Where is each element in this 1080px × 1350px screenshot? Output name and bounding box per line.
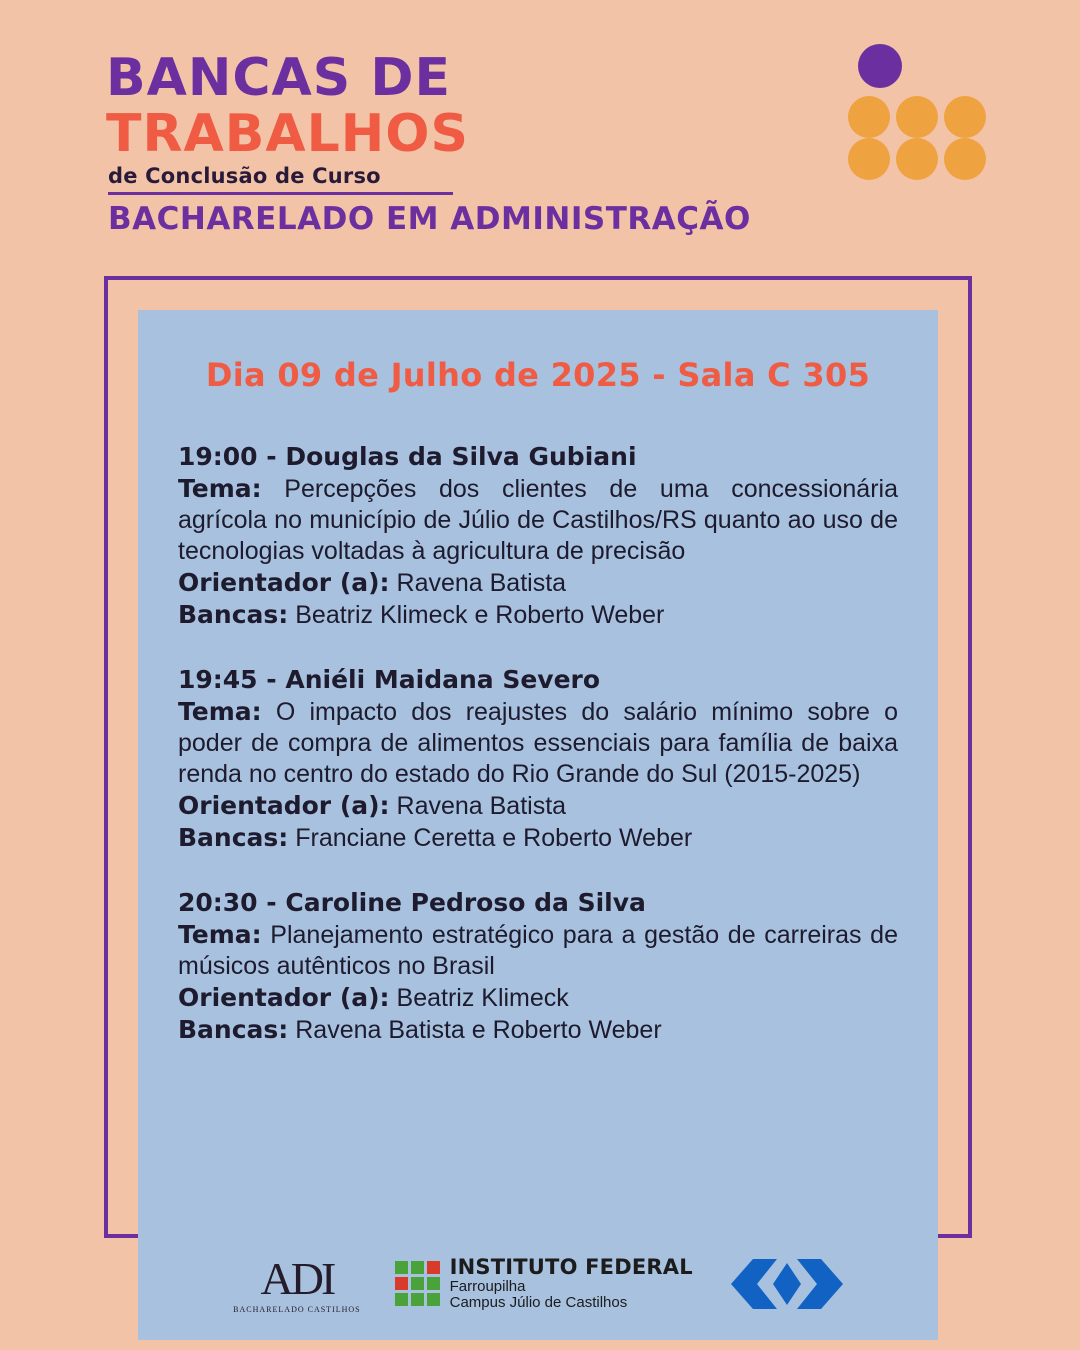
session-orientador [178,982,898,1014]
header [106,50,886,237]
adi-logo-mark: ADI [260,1252,334,1304]
dot-orange-2 [896,96,938,138]
bancas-value: Franciane Ceretta e Roberto Weber [295,824,693,852]
dot-orange-6 [944,138,986,180]
dot-orange-5 [896,138,938,180]
course-title: BACHARELADO EM ADMINISTRAÇÃO [108,201,751,237]
tema-value: Percepções dos clientes de uma concessionária agrícola no município de Júlio de Castilhos/RS quanto ao uso de tecnologias voltadas à agricultura de precisão [178,475,898,565]
bancas-value: Ravena Batista e Roberto Weber [295,1016,662,1044]
if-logo-line3: Campus Júlio de Castilhos [449,1294,628,1312]
session-tema [178,696,898,790]
list-item [178,665,898,854]
dot-orange-4 [848,138,890,180]
session-orientador [178,567,898,599]
logo-bar [0,1236,1080,1332]
session-heading: 20:30 - Caroline Pedroso da Silva [178,888,646,917]
list-item [178,442,898,631]
orientador-label: Orientador (a): [178,568,390,597]
if-grid-icon [395,1261,440,1306]
bancas-label: Bancas: [178,600,289,629]
instituto-federal-logo [395,1256,693,1311]
session-tema [178,473,898,567]
list-item [178,888,898,1046]
session-orientador [178,790,898,822]
tema-value: O impacto dos reajustes do salário mínimo sobre o poder de compra de alimentos essenciais para família de baixa renda no centro do estado do Rio Grande do Sul (2015-2025) [178,698,898,788]
dot-orange-3 [944,96,986,138]
page-subtitle: de Conclusão de Curso [108,164,381,188]
orientador-value: Beatriz Klimeck [396,984,569,1012]
panel-date: Dia 09 de Julho de 2025 - Sala C 305 [205,356,871,394]
page-title-line2: TRABALHOS [106,104,469,164]
if-logo-text [450,1256,693,1311]
session-heading: 19:45 - Aniéli Maidana Severo [178,665,601,694]
tema-label: Tema: [178,920,262,949]
session-heading: 19:00 - Douglas da Silva Gubiani [178,442,637,471]
tema-label: Tema: [178,697,262,726]
dot-orange-1 [848,96,890,138]
dots-decoration [846,44,996,174]
bancas-label: Bancas: [178,823,289,852]
session-tema [178,919,898,982]
session-bancas [178,599,898,631]
bancas-label: Bancas: [178,1015,289,1044]
orientador-value: Ravena Batista [396,792,567,820]
adi-logo [233,1252,361,1314]
bancas-value: Beatriz Klimeck e Roberto Weber [295,601,665,629]
session-bancas [178,1014,898,1046]
orientador-label: Orientador (a): [178,791,390,820]
orientador-value: Ravena Batista [396,569,567,597]
sessions-list [178,442,898,1046]
schedule-panel [138,310,938,1340]
gov-br-icon [727,1253,847,1315]
tema-label: Tema: [178,474,262,503]
page-title-line1: BANCAS DE [106,48,452,108]
adi-logo-subtitle: BACHARELADO CASTILHOS [233,1304,361,1314]
orientador-label: Orientador (a): [178,983,390,1012]
tema-value: Planejamento estratégico para a gestão de carreiras de músicos autênticos no Brasil [178,921,898,980]
if-logo-line1: INSTITUTO FEDERAL [449,1255,693,1280]
if-logo-line2: Farroupilha [449,1278,526,1296]
session-bancas [178,822,898,854]
dot-purple [858,44,902,88]
title-divider [108,192,453,195]
